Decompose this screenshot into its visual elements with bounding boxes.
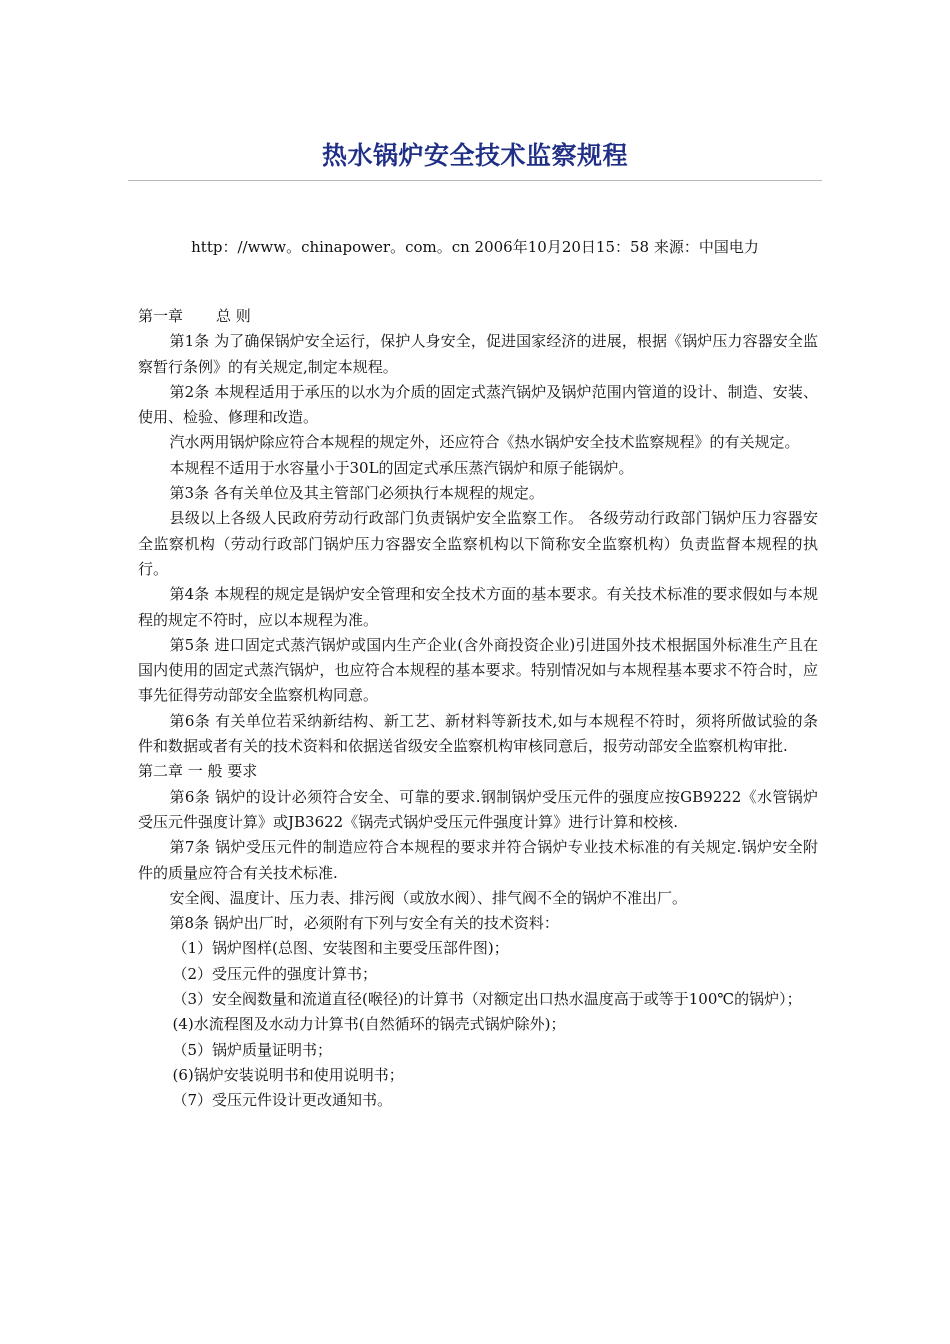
article-paragraph: 第2条 本规程适用于承压的以水为介质的固定式蒸汽锅炉及锅炉范围内管道的设计、制造、安装、使用、检验、修理和改造。	[138, 382, 818, 427]
list-item: (4)水流程图及水动力计算书(自然循环的锅壳式锅炉除外)；	[172, 1015, 566, 1034]
article-paragraph: 汽水两用锅炉除应符合本规程的规定外，还应符合《热水锅炉安全技术监察规程》的有关规定。	[169, 433, 800, 452]
article-paragraph: 第1条 为了确保锅炉安全运行，保护人身安全，促进国家经济的进展，根据《锅炉压力容器安全监察暂行条例》的有关规定,制定本规程。	[138, 332, 818, 376]
page-title: 热水锅炉安全技术监察规程	[321, 141, 628, 170]
chapter-heading: 第二章 一 般 要求	[138, 762, 258, 781]
article-paragraph: 安全阀、温度计、压力表、排污阀（或放水阀）、排气阀不全的锅炉不准出厂。	[169, 888, 688, 907]
document-body	[138, 304, 818, 1114]
article-paragraph: 第4条 本规程的规定是锅炉安全管理和安全技术方面的基本要求。有关技术标准的要求假如与本规程的规定不符时，应以本规程为准。	[138, 585, 818, 629]
article-paragraph: 第8条 锅炉出厂时，必须附有下列与安全有关的技术资料：	[169, 914, 559, 933]
article-paragraph: 第5条 进口固定式蒸汽锅炉或国内生产企业(含外商投资企业)引进国外技术根据国外标准生产且在国内使用的固定式蒸汽锅炉，也应符合本规程的基本要求。特别情况如与本规程基本要求不符合时，应事先征得劳动部安全监察机构同意。	[138, 635, 818, 705]
article-paragraph: 第7条 锅炉受压元件的制造应符合本规程的要求并符合锅炉专业技术标准的有关规定.锅炉安全附件的质量应符合有关技术标准.	[138, 838, 818, 882]
list-item: （5）锅炉质量证明书；	[172, 1040, 333, 1059]
article-paragraph: 本规程不适用于水容量小于30L的固定式承压蒸汽锅炉和原子能锅炉。	[169, 458, 634, 477]
list-item: （7）受压元件设计更改通知书。	[172, 1091, 393, 1110]
list-item: (6)锅炉安装说明书和使用说明书；	[172, 1065, 404, 1084]
source-line: http：//www。chinapower。com。cn 2006年10月20日15：58 来源：中国电力	[191, 238, 759, 256]
article-paragraph: 第6条 有关单位若采纳新结构、新工艺、新材料等新技术,如与本规程不符时，须将所做试验的条件和数据或者有关的技术资料和依据送省级安全监察机构审核同意后，报劳动部安全监察机构审批.	[138, 711, 818, 756]
chapter-title: 总 则	[216, 307, 251, 325]
list-item: （2）受压元件的强度计算书；	[172, 964, 378, 983]
chapter-number: 第一章	[138, 307, 184, 325]
article-paragraph: 第3条 各有关单位及其主管部门必须执行本规程的规定。	[169, 484, 544, 503]
list-item: （3）安全阀数量和流道直径(喉径)的计算书（对额定出口热水温度高于或等于100℃的锅炉）；	[172, 990, 802, 1009]
article-paragraph: 县级以上各级人民政府劳动行政部门负责锅炉安全监察工作。 各级劳动行政部门锅炉压力容器安全监察机构（劳动行政部门锅炉压力容器安全监察机构以下简称安全监察机构）负责监督本规程的执行。	[138, 509, 818, 578]
chapter-heading	[138, 304, 818, 329]
list-item: （1）锅炉图样(总图、安装图和主要受压部件图)；	[172, 939, 509, 958]
title-divider	[128, 180, 822, 181]
article-paragraph: 第6条 锅炉的设计必须符合安全、可靠的要求.钢制锅炉受压元件的强度应按GB9222《水管锅炉受压元件强度计算》或JB3622《锅壳式锅炉受压元件强度计算》进行计算和校核.	[138, 787, 818, 831]
